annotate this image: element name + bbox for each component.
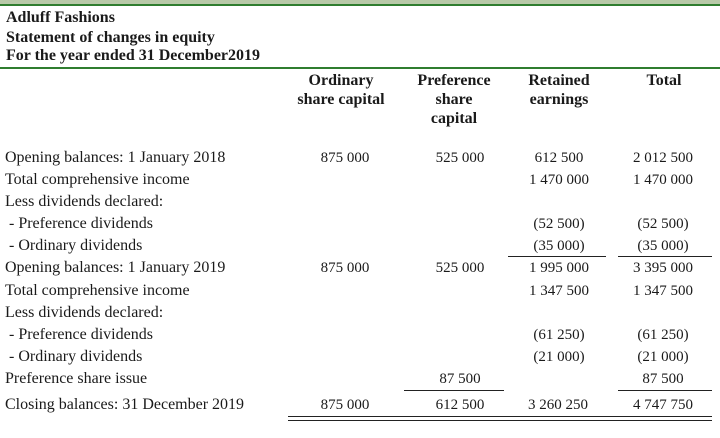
cell-retained-pref-div-2018: (52 500): [533, 216, 585, 232]
col-total: Total: [646, 72, 682, 89]
cell-retained-closing-2019: 3 260 250: [528, 397, 588, 413]
cell-retained-tci-2018: 1 470 000: [529, 172, 589, 188]
cell-total-opening-2018: 2 012 500: [633, 150, 693, 166]
row-label-ord-div-2019: - Ordinary dividends: [5, 348, 143, 365]
cell-total-closing-2019: 4 747 750: [633, 397, 693, 413]
row-label-less-dividends-2019: Less dividends declared:: [5, 304, 164, 321]
cell-retained-opening-2019: 1 995 000: [529, 260, 589, 276]
row-label-pref-div-2019: - Preference dividends: [5, 326, 153, 343]
company-name: Adluff Fashions: [6, 9, 115, 26]
cell-ordinary-opening-2018: 875 000: [320, 150, 370, 166]
cell-preference-opening-2019: 525 000: [435, 260, 485, 276]
cell-total-ord-div-2018: (35 000): [637, 238, 689, 254]
cell-retained-ord-div-2019: (21 000): [533, 349, 585, 365]
cell-retained-ord-div-2018: (35 000): [533, 238, 585, 254]
cell-preference-share-issue: 87 500: [439, 371, 481, 387]
cell-retained-pref-div-2019: (61 250): [533, 327, 585, 343]
col-retained-earnings: Retained earnings: [528, 72, 590, 108]
row-label-opening-2018: Opening balances: 1 January 2018: [5, 149, 226, 166]
row-label-closing-2019: Closing balances: 31 December 2019: [5, 396, 245, 413]
subtotal-rule-total-2018: [618, 256, 712, 257]
row-label-ord-div-2018: - Ordinary dividends: [5, 237, 143, 254]
cell-total-pref-div-2019: (61 250): [637, 327, 689, 343]
cell-ordinary-opening-2019: 875 000: [320, 260, 370, 276]
cell-retained-tci-2019: 1 347 500: [529, 283, 589, 299]
period-title: For the year ended 31 December2019: [6, 47, 261, 64]
cell-preference-closing-2019: 612 500: [435, 397, 485, 413]
col-preference-share-capital: Preference share capital: [417, 72, 491, 127]
row-label-pref-div-2018: - Preference dividends: [5, 215, 153, 232]
subtotal-rule-total-2019: [618, 390, 712, 391]
row-label-less-dividends-2018: Less dividends declared:: [5, 193, 164, 210]
cell-total-pref-share-issue: 87 500: [642, 371, 684, 387]
cell-preference-opening-2018: 525 000: [435, 150, 485, 166]
row-label-tci-2019: Total comprehensive income: [5, 282, 190, 299]
cell-retained-opening-2018: 612 500: [534, 150, 584, 166]
cell-total-tci-2018: 1 470 000: [633, 172, 693, 188]
cell-total-opening-2019: 3 395 000: [633, 260, 693, 276]
header-green-rule: [0, 67, 720, 69]
cell-ordinary-closing-2019: 875 000: [320, 397, 370, 413]
row-label-tci-2018: Total comprehensive income: [5, 171, 190, 188]
cell-total-tci-2019: 1 347 500: [633, 283, 693, 299]
col-ordinary-share-capital: Ordinary share capital: [297, 72, 385, 108]
header-green-rule-top: [0, 4, 720, 6]
row-label-pref-share-issue: Preference share issue: [5, 370, 148, 387]
subtotal-rule-preference-2019: [404, 390, 504, 391]
row-label-opening-2019: Opening balances: 1 January 2019: [5, 259, 226, 276]
statement-title: Statement of changes in equity: [6, 29, 215, 46]
cell-total-ord-div-2019: (21 000): [637, 349, 689, 365]
closing-double-rule: [288, 416, 712, 421]
subtotal-rule-retained-2018: [508, 256, 606, 257]
cell-total-pref-div-2018: (52 500): [637, 216, 689, 232]
